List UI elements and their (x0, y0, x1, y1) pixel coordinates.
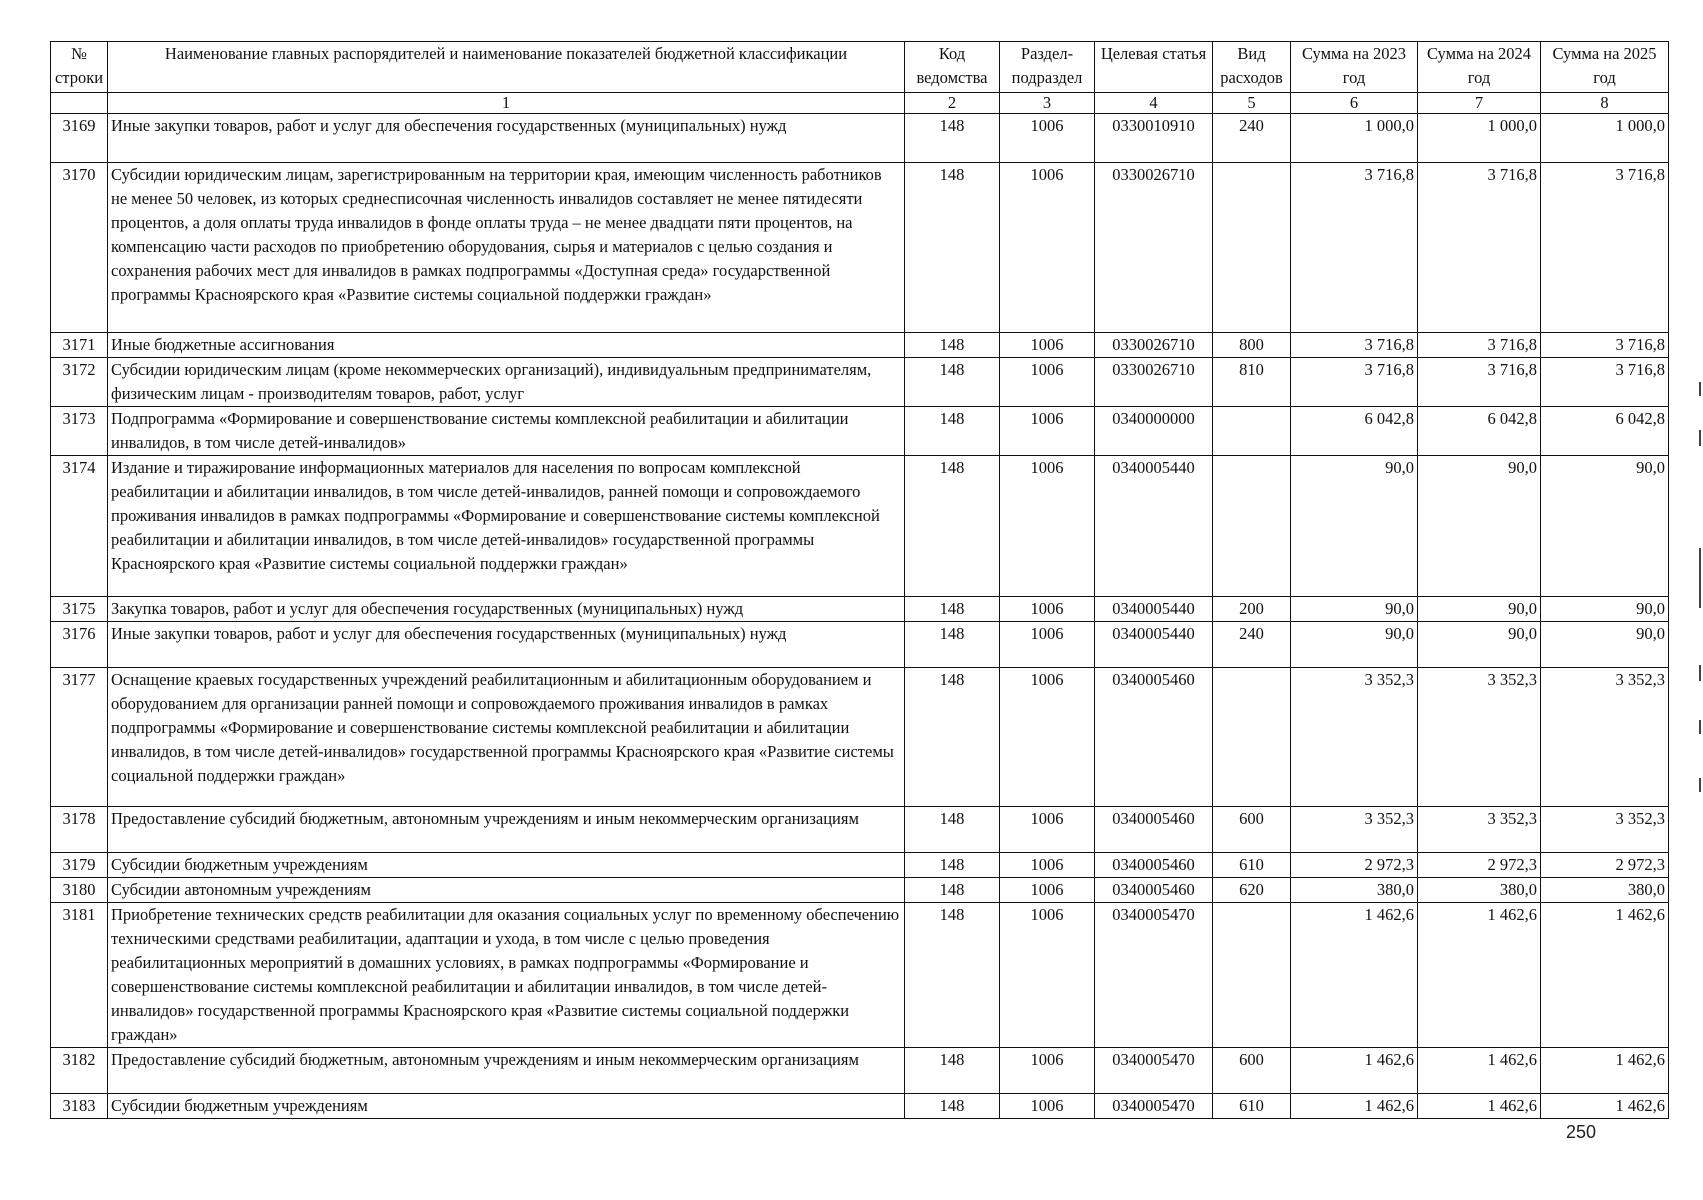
row-name: Субсидии автономным учреждениям (108, 878, 905, 903)
row-target: 0330026710 (1095, 163, 1213, 333)
row-expense-type (1213, 456, 1291, 597)
table-row (51, 597, 1669, 622)
row-sum-2023: 1 000,0 (1291, 114, 1418, 163)
row-expense-type: 610 (1213, 853, 1291, 878)
table-row (51, 853, 1669, 878)
row-sum-2023: 90,0 (1291, 456, 1418, 597)
header-section: Раздел-подраздел (1000, 42, 1095, 93)
header-sum-2023: Сумма на 2023 год (1291, 42, 1418, 93)
row-name: Предоставление субсидий бюджетным, автономным учреждениям и иным некоммерческим организациям (108, 807, 905, 853)
row-sum-2025: 3 716,8 (1541, 163, 1669, 333)
row-sum-2025: 90,0 (1541, 456, 1669, 597)
row-expense-type (1213, 163, 1291, 333)
row-sum-2024: 3 716,8 (1418, 163, 1541, 333)
row-number: 3174 (51, 456, 108, 597)
row-expense-type: 810 (1213, 358, 1291, 407)
row-target: 0340005460 (1095, 807, 1213, 853)
row-sum-2023: 3 716,8 (1291, 163, 1418, 333)
row-sum-2025: 3 716,8 (1541, 358, 1669, 407)
row-section: 1006 (1000, 114, 1095, 163)
row-sum-2024: 90,0 (1418, 597, 1541, 622)
row-dept: 148 (905, 333, 1000, 358)
row-sum-2025: 1 462,6 (1541, 1048, 1669, 1094)
table-row (51, 903, 1669, 1048)
row-section: 1006 (1000, 163, 1095, 333)
header-sum-2025: Сумма на 2025 год (1541, 42, 1669, 93)
row-dept: 148 (905, 622, 1000, 668)
row-target: 0330010910 (1095, 114, 1213, 163)
header-row (51, 42, 1669, 93)
header-sum-2024: Сумма на 2024 год (1418, 42, 1541, 93)
row-number: 3172 (51, 358, 108, 407)
row-target: 0340005470 (1095, 903, 1213, 1048)
row-section: 1006 (1000, 878, 1095, 903)
row-number: 3180 (51, 878, 108, 903)
row-name: Оснащение краевых государственных учреждений реабилитационным и абилитационным оборудованием и оборудованием для организации ранней помощи и сопровождаемого проживания инвалидов в рамках подпрограммы «Формирование и совершенствование системы комплексной реабилитации и абилитации инвалидов, в том числе детей-инвалидов» государственной программы Красноярского края «Развитие системы социальной поддержки граждан» (108, 668, 905, 807)
row-sum-2024: 3 352,3 (1418, 668, 1541, 807)
row-sum-2023: 3 716,8 (1291, 333, 1418, 358)
table-row (51, 1094, 1669, 1119)
row-dept: 148 (905, 407, 1000, 456)
row-sum-2024: 3 716,8 (1418, 333, 1541, 358)
row-dept: 148 (905, 903, 1000, 1048)
row-number: 3178 (51, 807, 108, 853)
column-number-row (51, 93, 1669, 114)
row-sum-2023: 3 352,3 (1291, 668, 1418, 807)
row-name: Приобретение технических средств реабилитации для оказания социальных услуг по временному обеспечению техническими средствами реабилитации, адаптации и ухода, в том числе с целью проведения реабилитационных мероприятий в домашних условиях, в рамках подпрограммы «Формирование и совершенствование системы комплексной реабилитации и абилитации инвалидов, в том числе детей-инвалидов» государственной программы Красноярского края «Развитие системы социальной поддержки граждан» (108, 903, 905, 1048)
header-dept: Код ведомства (905, 42, 1000, 93)
table-row (51, 333, 1669, 358)
row-dept: 148 (905, 668, 1000, 807)
row-target: 0340005440 (1095, 622, 1213, 668)
row-name: Субсидии бюджетным учреждениям (108, 1094, 905, 1119)
row-expense-type: 600 (1213, 1048, 1291, 1094)
column-number: 5 (1213, 93, 1291, 114)
row-section: 1006 (1000, 1048, 1095, 1094)
table-row (51, 622, 1669, 668)
header-target: Целевая статья (1095, 42, 1213, 93)
scan-artifact (1699, 430, 1701, 446)
row-section: 1006 (1000, 807, 1095, 853)
budget-table (50, 41, 1669, 1119)
row-sum-2025: 3 352,3 (1541, 668, 1669, 807)
row-section: 1006 (1000, 407, 1095, 456)
row-number: 3169 (51, 114, 108, 163)
scan-artifact (1699, 720, 1701, 734)
row-number: 3173 (51, 407, 108, 456)
row-section: 1006 (1000, 853, 1095, 878)
row-expense-type: 800 (1213, 333, 1291, 358)
row-sum-2024: 90,0 (1418, 622, 1541, 668)
row-sum-2025: 1 000,0 (1541, 114, 1669, 163)
row-name: Субсидии юридическим лицам, зарегистрированным на территории края, имеющим численность работников не менее 50 человек, из которых среднесписочная численность инвалидов составляет не менее пятидесяти процентов, а доля оплаты труда инвалидов в фонде оплаты труда – не менее двадцати пяти процентов, на компенсацию части расходов по приобретению оборудования, сырья и материалов с целью создания и сохранения рабочих мест для инвалидов в рамках подпрограммы «Доступная среда» государственной программы Красноярского края «Развитие системы социальной поддержки граждан» (108, 163, 905, 333)
column-number: 6 (1291, 93, 1418, 114)
row-number: 3176 (51, 622, 108, 668)
row-expense-type: 610 (1213, 1094, 1291, 1119)
row-section: 1006 (1000, 358, 1095, 407)
row-target: 0340005470 (1095, 1048, 1213, 1094)
row-dept: 148 (905, 597, 1000, 622)
row-sum-2025: 2 972,3 (1541, 853, 1669, 878)
row-section: 1006 (1000, 1094, 1095, 1119)
row-expense-type: 200 (1213, 597, 1291, 622)
row-target: 0330026710 (1095, 333, 1213, 358)
row-dept: 148 (905, 853, 1000, 878)
row-name: Иные закупки товаров, работ и услуг для обеспечения государственных (муниципальных) нужд (108, 622, 905, 668)
row-number: 3170 (51, 163, 108, 333)
scan-artifact (1699, 778, 1701, 792)
row-sum-2024: 6 042,8 (1418, 407, 1541, 456)
row-sum-2024: 3 716,8 (1418, 358, 1541, 407)
row-name: Субсидии юридическим лицам (кроме некоммерческих организаций), индивидуальным предпринимателям, физическим лицам - производителям товаров, работ, услуг (108, 358, 905, 407)
row-sum-2025: 1 462,6 (1541, 903, 1669, 1048)
row-expense-type: 240 (1213, 622, 1291, 668)
row-expense-type (1213, 407, 1291, 456)
row-sum-2023: 6 042,8 (1291, 407, 1418, 456)
row-name: Закупка товаров, работ и услуг для обеспечения государственных (муниципальных) нужд (108, 597, 905, 622)
table-row (51, 1048, 1669, 1094)
row-sum-2024: 3 352,3 (1418, 807, 1541, 853)
row-section: 1006 (1000, 597, 1095, 622)
row-expense-type (1213, 668, 1291, 807)
row-target: 0340005470 (1095, 1094, 1213, 1119)
table-row (51, 358, 1669, 407)
row-section: 1006 (1000, 668, 1095, 807)
table-row (51, 114, 1669, 163)
row-target: 0340005460 (1095, 853, 1213, 878)
row-name: Издание и тиражирование информационных материалов для населения по вопросам комплексной реабилитации и абилитации инвалидов, в том числе детей-инвалидов, ранней помощи и сопровождаемого проживания инвалидов в рамках подпрограммы «Формирование и совершенствование системы комплексной реабилитации и абилитации инвалидов, в том числе детей-инвалидов» государственной программы Красноярского края «Развитие системы социальной поддержки граждан» (108, 456, 905, 597)
row-sum-2024: 2 972,3 (1418, 853, 1541, 878)
row-name: Иные закупки товаров, работ и услуг для обеспечения государственных (муниципальных) нужд (108, 114, 905, 163)
row-section: 1006 (1000, 333, 1095, 358)
table-row (51, 456, 1669, 597)
row-number: 3177 (51, 668, 108, 807)
row-sum-2025: 3 352,3 (1541, 807, 1669, 853)
table-row (51, 407, 1669, 456)
row-dept: 148 (905, 1048, 1000, 1094)
row-number: 3181 (51, 903, 108, 1048)
header-expense-type: Вид расходов (1213, 42, 1291, 93)
row-expense-type: 240 (1213, 114, 1291, 163)
row-expense-type: 600 (1213, 807, 1291, 853)
row-number: 3175 (51, 597, 108, 622)
table-header (51, 42, 1669, 114)
page-number: 250 (1566, 1122, 1597, 1142)
table-row (51, 878, 1669, 903)
row-target: 0340005440 (1095, 456, 1213, 597)
row-sum-2025: 3 716,8 (1541, 333, 1669, 358)
row-sum-2023: 1 462,6 (1291, 1094, 1418, 1119)
scan-artifact (1699, 548, 1701, 608)
row-sum-2023: 1 462,6 (1291, 1048, 1418, 1094)
row-dept: 148 (905, 163, 1000, 333)
row-dept: 148 (905, 358, 1000, 407)
table-row (51, 163, 1669, 333)
row-number: 3171 (51, 333, 108, 358)
row-target: 0340000000 (1095, 407, 1213, 456)
row-target: 0340005460 (1095, 878, 1213, 903)
row-sum-2024: 380,0 (1418, 878, 1541, 903)
table-body (51, 114, 1669, 1119)
row-sum-2023: 3 716,8 (1291, 358, 1418, 407)
row-sum-2024: 1 462,6 (1418, 903, 1541, 1048)
row-sum-2023: 3 352,3 (1291, 807, 1418, 853)
column-number (51, 93, 108, 114)
column-number: 3 (1000, 93, 1095, 114)
row-sum-2025: 90,0 (1541, 597, 1669, 622)
row-sum-2023: 90,0 (1291, 622, 1418, 668)
row-number: 3179 (51, 853, 108, 878)
row-sum-2024: 1 000,0 (1418, 114, 1541, 163)
row-number: 3183 (51, 1094, 108, 1119)
row-dept: 148 (905, 456, 1000, 597)
row-number: 3182 (51, 1048, 108, 1094)
row-target: 0340005460 (1095, 668, 1213, 807)
row-sum-2023: 90,0 (1291, 597, 1418, 622)
row-name: Субсидии бюджетным учреждениям (108, 853, 905, 878)
column-number: 1 (108, 93, 905, 114)
row-expense-type (1213, 903, 1291, 1048)
row-sum-2025: 90,0 (1541, 622, 1669, 668)
row-section: 1006 (1000, 456, 1095, 597)
row-sum-2023: 1 462,6 (1291, 903, 1418, 1048)
row-sum-2024: 1 462,6 (1418, 1048, 1541, 1094)
row-sum-2023: 380,0 (1291, 878, 1418, 903)
row-target: 0340005440 (1095, 597, 1213, 622)
row-dept: 148 (905, 114, 1000, 163)
row-expense-type: 620 (1213, 878, 1291, 903)
row-section: 1006 (1000, 903, 1095, 1048)
row-sum-2025: 1 462,6 (1541, 1094, 1669, 1119)
column-number: 2 (905, 93, 1000, 114)
row-sum-2024: 90,0 (1418, 456, 1541, 597)
header-name: Наименование главных распорядителей и наименование показателей бюджетной классификации (108, 42, 905, 93)
table-row (51, 807, 1669, 853)
table-row (51, 668, 1669, 807)
row-dept: 148 (905, 1094, 1000, 1119)
row-sum-2025: 380,0 (1541, 878, 1669, 903)
column-number: 7 (1418, 93, 1541, 114)
scan-artifact (1699, 665, 1701, 681)
row-name: Предоставление субсидий бюджетным, автономным учреждениям и иным некоммерческим организациям (108, 1048, 905, 1094)
column-number: 4 (1095, 93, 1213, 114)
row-sum-2023: 2 972,3 (1291, 853, 1418, 878)
row-dept: 148 (905, 878, 1000, 903)
row-section: 1006 (1000, 622, 1095, 668)
row-dept: 148 (905, 807, 1000, 853)
column-number: 8 (1541, 93, 1669, 114)
header-row-no: № строки (51, 42, 108, 93)
row-sum-2025: 6 042,8 (1541, 407, 1669, 456)
row-sum-2024: 1 462,6 (1418, 1094, 1541, 1119)
row-target: 0330026710 (1095, 358, 1213, 407)
row-name: Подпрограмма «Формирование и совершенствование системы комплексной реабилитации и абилитации инвалидов, в том числе детей-инвалидов» (108, 407, 905, 456)
row-name: Иные бюджетные ассигнования (108, 333, 905, 358)
scan-artifact (1699, 382, 1701, 396)
